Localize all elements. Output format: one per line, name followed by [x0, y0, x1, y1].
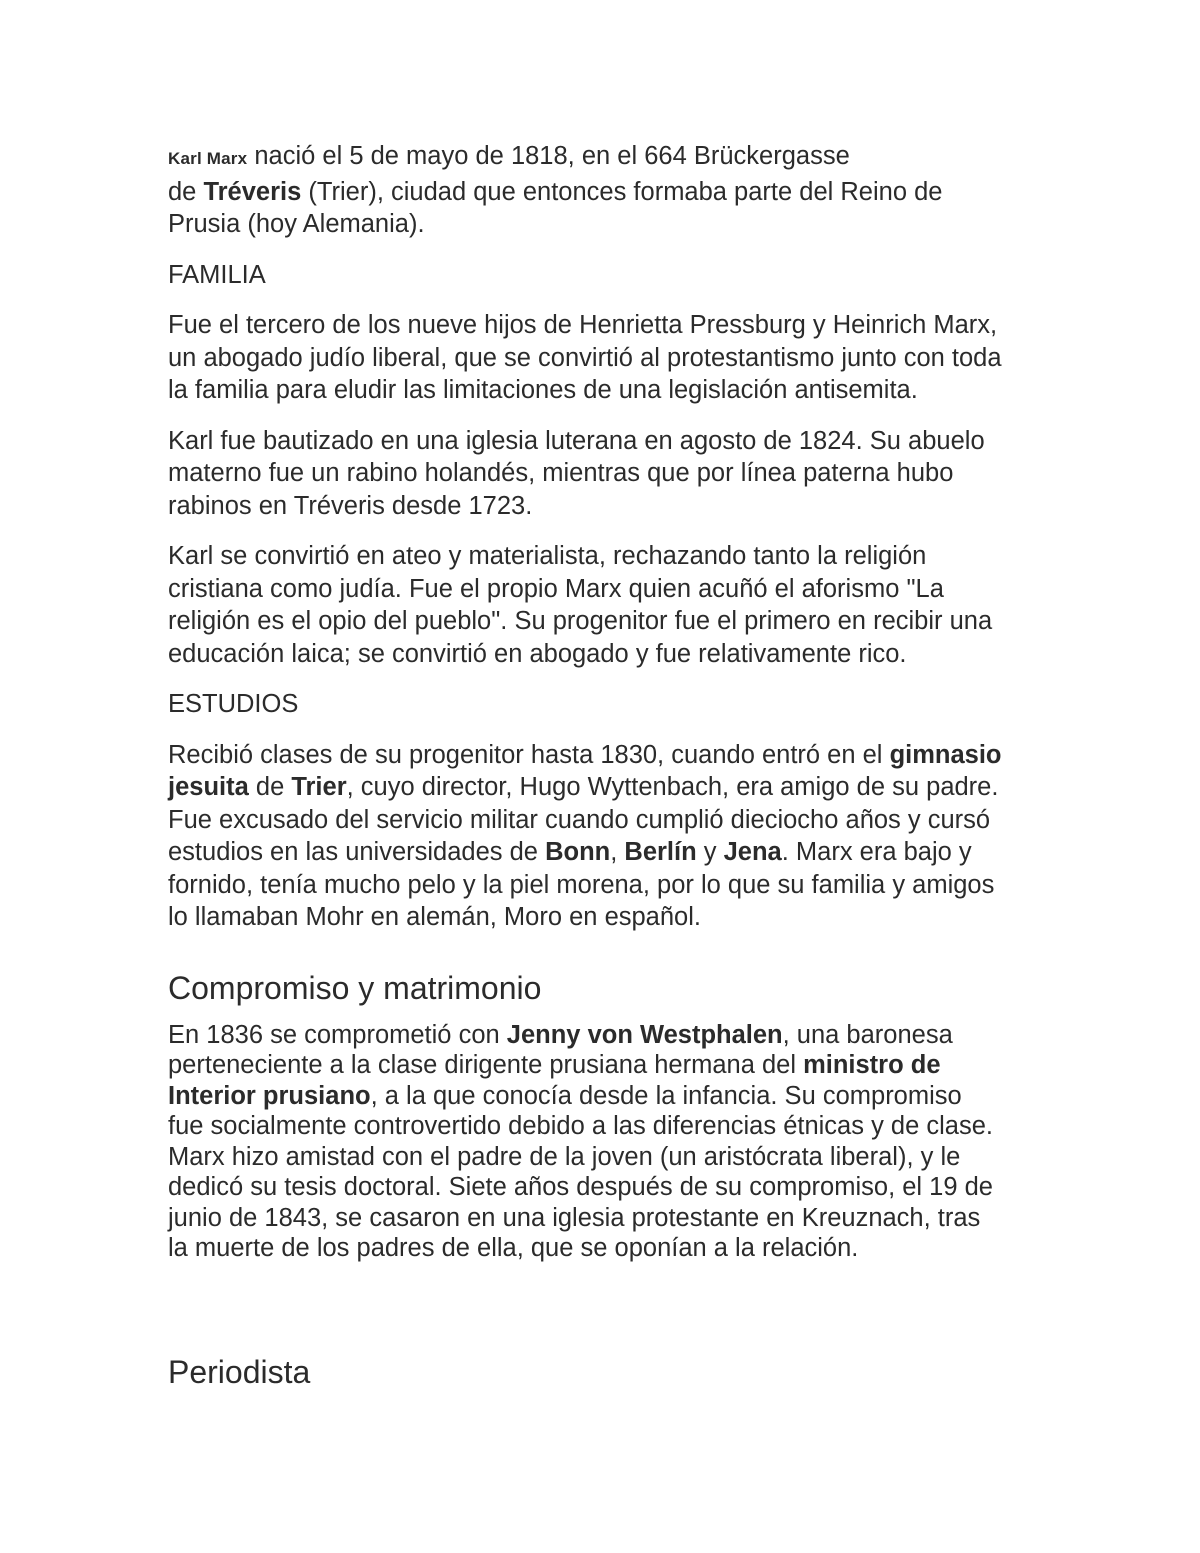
intro-name: Karl Marx	[168, 149, 248, 168]
familia-p3-line: Karl se convirtió en ateo y materialista, rechazando tanto la religión	[168, 542, 927, 570]
intro-line-1	[168, 140, 1048, 176]
intro-line-2-pre: de	[168, 177, 204, 206]
familia-p2-line: materno fue un rabino holandés, mientras que por línea paterna hubo	[168, 459, 954, 487]
bonn-bold: Bonn	[545, 838, 611, 866]
estudios-line-3: Fue excusado del servicio militar cuando cumplió dieciocho años y cursó	[168, 805, 991, 834]
document-page	[168, 140, 1048, 1392]
familia-label: FAMILIA	[168, 260, 266, 289]
interior-bold: Interior prusiano	[168, 1081, 371, 1110]
jena-bold: Jena	[723, 838, 782, 866]
compromiso-heading: Compromiso y matrimonio	[168, 969, 542, 1006]
berlin-bold: Berlín	[624, 838, 697, 866]
familia-paragraph-3	[168, 540, 1048, 670]
compromiso-line-8: la muerte de los padres de ella, que se oponían a la relación.	[168, 1234, 859, 1262]
intro-paragraph	[168, 140, 1048, 241]
compromiso-l2-pre: perteneciente a la clase dirigente prusiana hermana del	[168, 1051, 804, 1079]
compromiso-line-7: junio de 1843, se casaron en una iglesia protestante en Kreuznach, tras	[168, 1203, 981, 1232]
gimnasio-bold: gimnasio	[889, 740, 1002, 769]
intro-line-3: Prusia (hoy Alemania).	[168, 210, 425, 238]
estudios-l1-pre: Recibió clases de su progenitor hasta 1830, cuando entró en el	[168, 740, 890, 769]
familia-paragraph-2	[168, 425, 1048, 523]
estudios-line-5: fornido, tenía mucho pelo y la piel morena, por lo que su familia y amigos	[168, 870, 995, 899]
estudios-line-1	[168, 739, 1048, 772]
familia-p1-line: un abogado judío liberal, que se convirtió al protestantismo junto con toda	[168, 343, 1002, 372]
familia-p2-line: Karl fue bautizado en una iglesia luterana en agosto de 1824. Su abuelo	[168, 426, 985, 455]
compromiso-line-6: dedicó su tesis doctoral. Siete años después de su compromiso, el 19 de	[168, 1173, 993, 1201]
compromiso-l1-rest: , una baronesa	[782, 1020, 953, 1049]
jesuita-bold: jesuita	[168, 773, 249, 801]
treveris-bold: Tréveris	[203, 177, 302, 206]
periodista-heading: Periodista	[168, 1353, 311, 1390]
compromiso-paragraph	[168, 1020, 1048, 1264]
compromiso-line-5: Marx hizo amistad con el padre de la joven (un aristócrata liberal), y le	[168, 1142, 961, 1171]
estudios-label: ESTUDIOS	[168, 690, 299, 718]
estudios-l4-sep1: ,	[610, 838, 625, 866]
compromiso-line-1	[168, 1020, 1048, 1051]
ministro-bold: ministro de	[803, 1051, 941, 1079]
familia-p3-line: cristiana como judía. Fue el propio Marx quien acuñó el aforismo "La	[168, 574, 944, 603]
intro-line-2	[168, 176, 1048, 209]
compromiso-line-3	[168, 1081, 1048, 1112]
compromiso-l1-pre: En 1836 se comprometió con	[168, 1020, 507, 1049]
estudios-line-2	[168, 771, 1048, 804]
estudios-line-6: lo llamaban Mohr en alemán, Moro en español.	[168, 903, 701, 931]
estudios-l2-mid: de	[248, 773, 292, 801]
estudios-paragraph	[168, 739, 1048, 934]
familia-p3-line: religión es el opio del pueblo". Su progenitor fue el primero en recibir una	[168, 607, 993, 635]
intro-line-1-text: nació el 5 de mayo de 1818, en el 664 Brückergasse	[247, 142, 850, 170]
trier-bold: Trier	[291, 773, 347, 801]
familia-p2-line: rabinos en Tréveris desde 1723.	[168, 491, 533, 520]
familia-p3-line: educación laica; se convirtió en abogado y fue relativamente rico.	[168, 639, 907, 668]
estudios-line-4	[168, 836, 1048, 869]
intro-line-2-text: (Trier), ciudad que entonces formaba parte del Reino de	[301, 177, 943, 206]
familia-paragraph-1	[168, 309, 1048, 407]
compromiso-line-4: fue socialmente controvertido debido a las diferencias étnicas y de clase.	[168, 1112, 993, 1140]
estudios-l2-rest: , cuyo director, Hugo Wyttenbach, era amigo de su padre.	[346, 773, 999, 801]
estudios-l4-sep2: y	[696, 838, 724, 866]
estudios-l4-rest: . Marx era bajo y	[781, 838, 972, 866]
familia-p1-line: Fue el tercero de los nueve hijos de Henrietta Pressburg y Heinrich Marx,	[168, 311, 998, 339]
compromiso-line-2	[168, 1050, 1048, 1081]
jenny-bold: Jenny von Westphalen	[506, 1020, 783, 1049]
estudios-l4-pre: estudios en las universidades de	[168, 838, 546, 866]
familia-p1-line: la familia para eludir las limitaciones de una legislación antisemita.	[168, 376, 918, 404]
compromiso-l3-rest: , a la que conocía desde la infancia. Su compromiso	[370, 1081, 962, 1110]
